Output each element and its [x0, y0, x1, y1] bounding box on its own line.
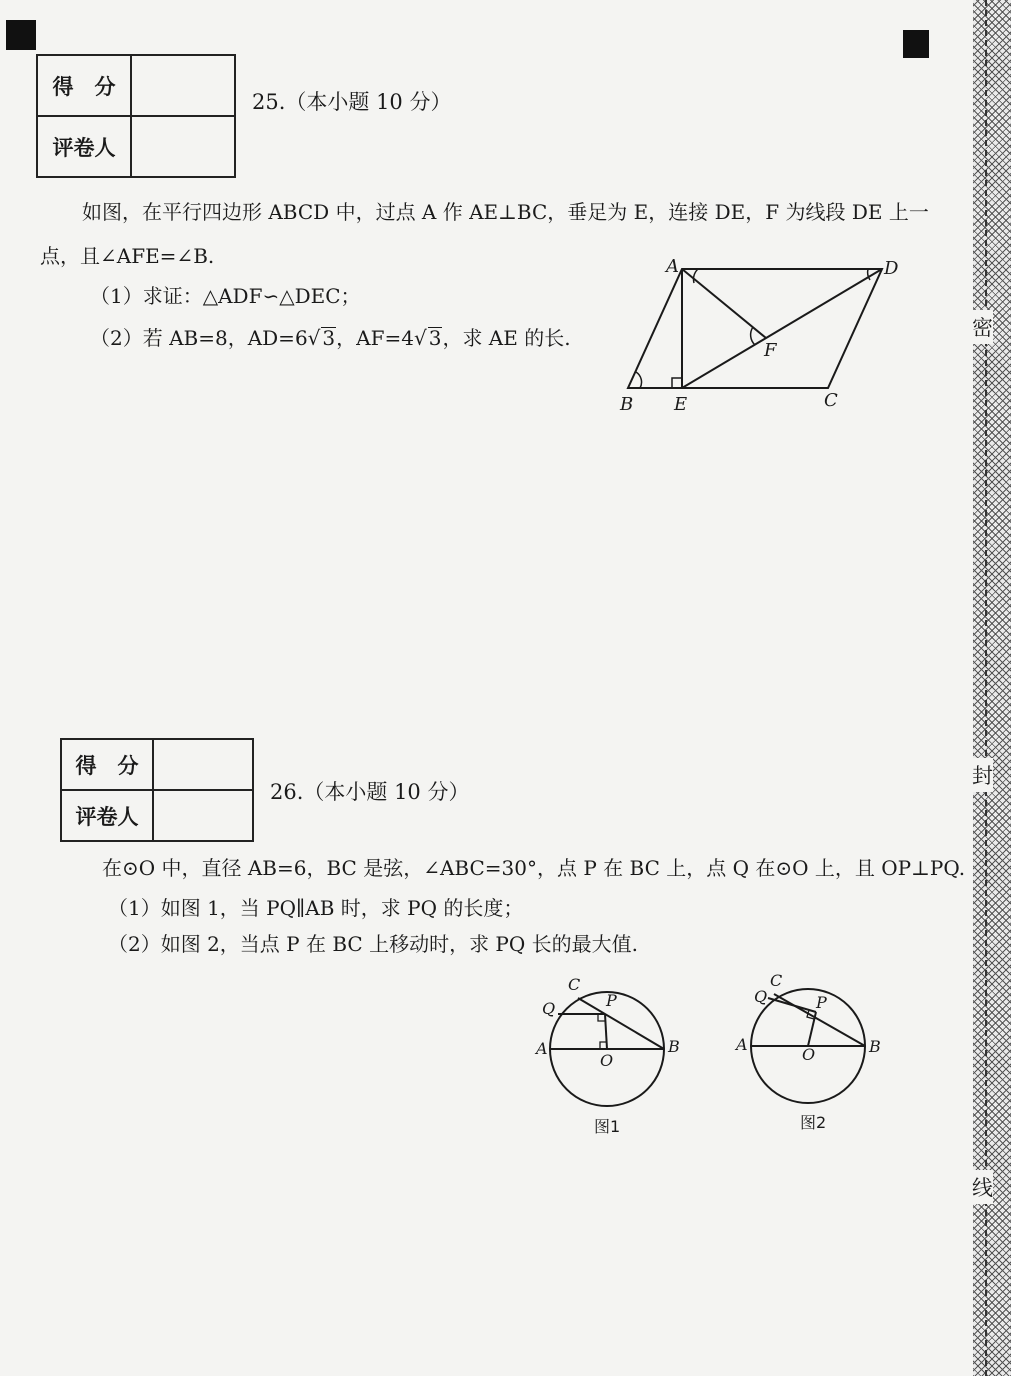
- label-o: O: [802, 1045, 816, 1064]
- score-label: 得 分: [37, 55, 131, 116]
- segment-op: [605, 1014, 607, 1049]
- q26-part1: （1）如图 1，当 PQ∥AB 时，求 PQ 的长度；: [108, 896, 524, 920]
- segment-de: [682, 269, 882, 388]
- q25-part2: [90, 326, 571, 350]
- label-a: A: [536, 1039, 548, 1058]
- q26-figure-2: [730, 970, 900, 1140]
- label-d: D: [884, 258, 899, 279]
- seal-char-mi: 密: [972, 310, 993, 344]
- label-o: O: [600, 1051, 614, 1070]
- label-b: B: [869, 1037, 881, 1056]
- grader-label: 评卷人: [37, 116, 131, 177]
- q25-part2-c: ，求 AE 的长.: [442, 326, 571, 350]
- angle-mark-b: [636, 372, 642, 388]
- q25-part2-b: ，AF=4: [336, 326, 414, 350]
- label-p: P: [606, 991, 617, 1010]
- score-cell[interactable]: [153, 739, 253, 790]
- q25-intro-line2: 点，且∠AFE=∠B.: [40, 244, 215, 268]
- q26-part2: （2）如图 2，当点 P 在 BC 上移动时，求 PQ 长的最大值.: [108, 932, 638, 956]
- score-box-q26: [60, 738, 254, 842]
- registration-mark-right: [903, 30, 929, 58]
- grader-label: 评卷人: [61, 790, 153, 841]
- label-p: P: [816, 993, 827, 1012]
- seal-char-xian: 线: [972, 1170, 993, 1204]
- q25-intro-line1: 如图，在平行四边形 ABCD 中，过点 A 作 AE⊥BC，垂足为 E，连接 DE，F 为线段 DE 上一: [82, 200, 929, 224]
- label-q: Q: [542, 999, 556, 1018]
- label-b: B: [668, 1037, 680, 1056]
- label-a: A: [736, 1035, 748, 1054]
- registration-mark-left: [6, 20, 36, 50]
- label-a: A: [666, 256, 679, 277]
- grader-cell[interactable]: [131, 116, 235, 177]
- q26-figure-1: [530, 970, 700, 1140]
- q26-heading: 26.（本小题 10 分）: [270, 780, 470, 804]
- right-angle-mark: [672, 378, 682, 388]
- sqrt-radicand: 3: [428, 326, 442, 350]
- seal-char-feng: 封: [972, 758, 993, 792]
- label-q: Q: [754, 987, 768, 1006]
- score-label: 得 分: [61, 739, 153, 790]
- label-e: E: [674, 394, 688, 415]
- q25-part1: （1）求证：△ADF∽△DEC；: [90, 284, 361, 308]
- label-c: C: [824, 390, 838, 411]
- q25-parallelogram-figure: [600, 250, 920, 420]
- q26-intro: 在⊙O 中，直径 AB=6，BC 是弦，∠ABC=30°，点 P 在 BC 上，点 Q 在⊙O 上，且 OP⊥PQ.: [102, 856, 966, 880]
- grader-cell[interactable]: [153, 790, 253, 841]
- right-angle-mark-p: [598, 1014, 605, 1021]
- score-cell[interactable]: [131, 55, 235, 116]
- q25-heading: 25.（本小题 10 分）: [252, 90, 452, 114]
- sqrt-radical: √: [307, 326, 321, 350]
- q25-part2-a: （2）若 AB=8，AD=6: [90, 326, 308, 350]
- score-box-q25: [36, 54, 236, 178]
- fig2-caption: 图2: [800, 1113, 827, 1132]
- label-c: C: [568, 975, 581, 994]
- sqrt-radical: √: [413, 326, 427, 350]
- chord-bc: [578, 998, 664, 1049]
- sqrt-radicand: 3: [322, 326, 336, 350]
- label-c: C: [770, 971, 783, 990]
- segment-qp: [768, 998, 816, 1012]
- fig1-caption: 图1: [594, 1117, 621, 1136]
- label-b: B: [620, 394, 634, 415]
- label-f: F: [764, 340, 777, 361]
